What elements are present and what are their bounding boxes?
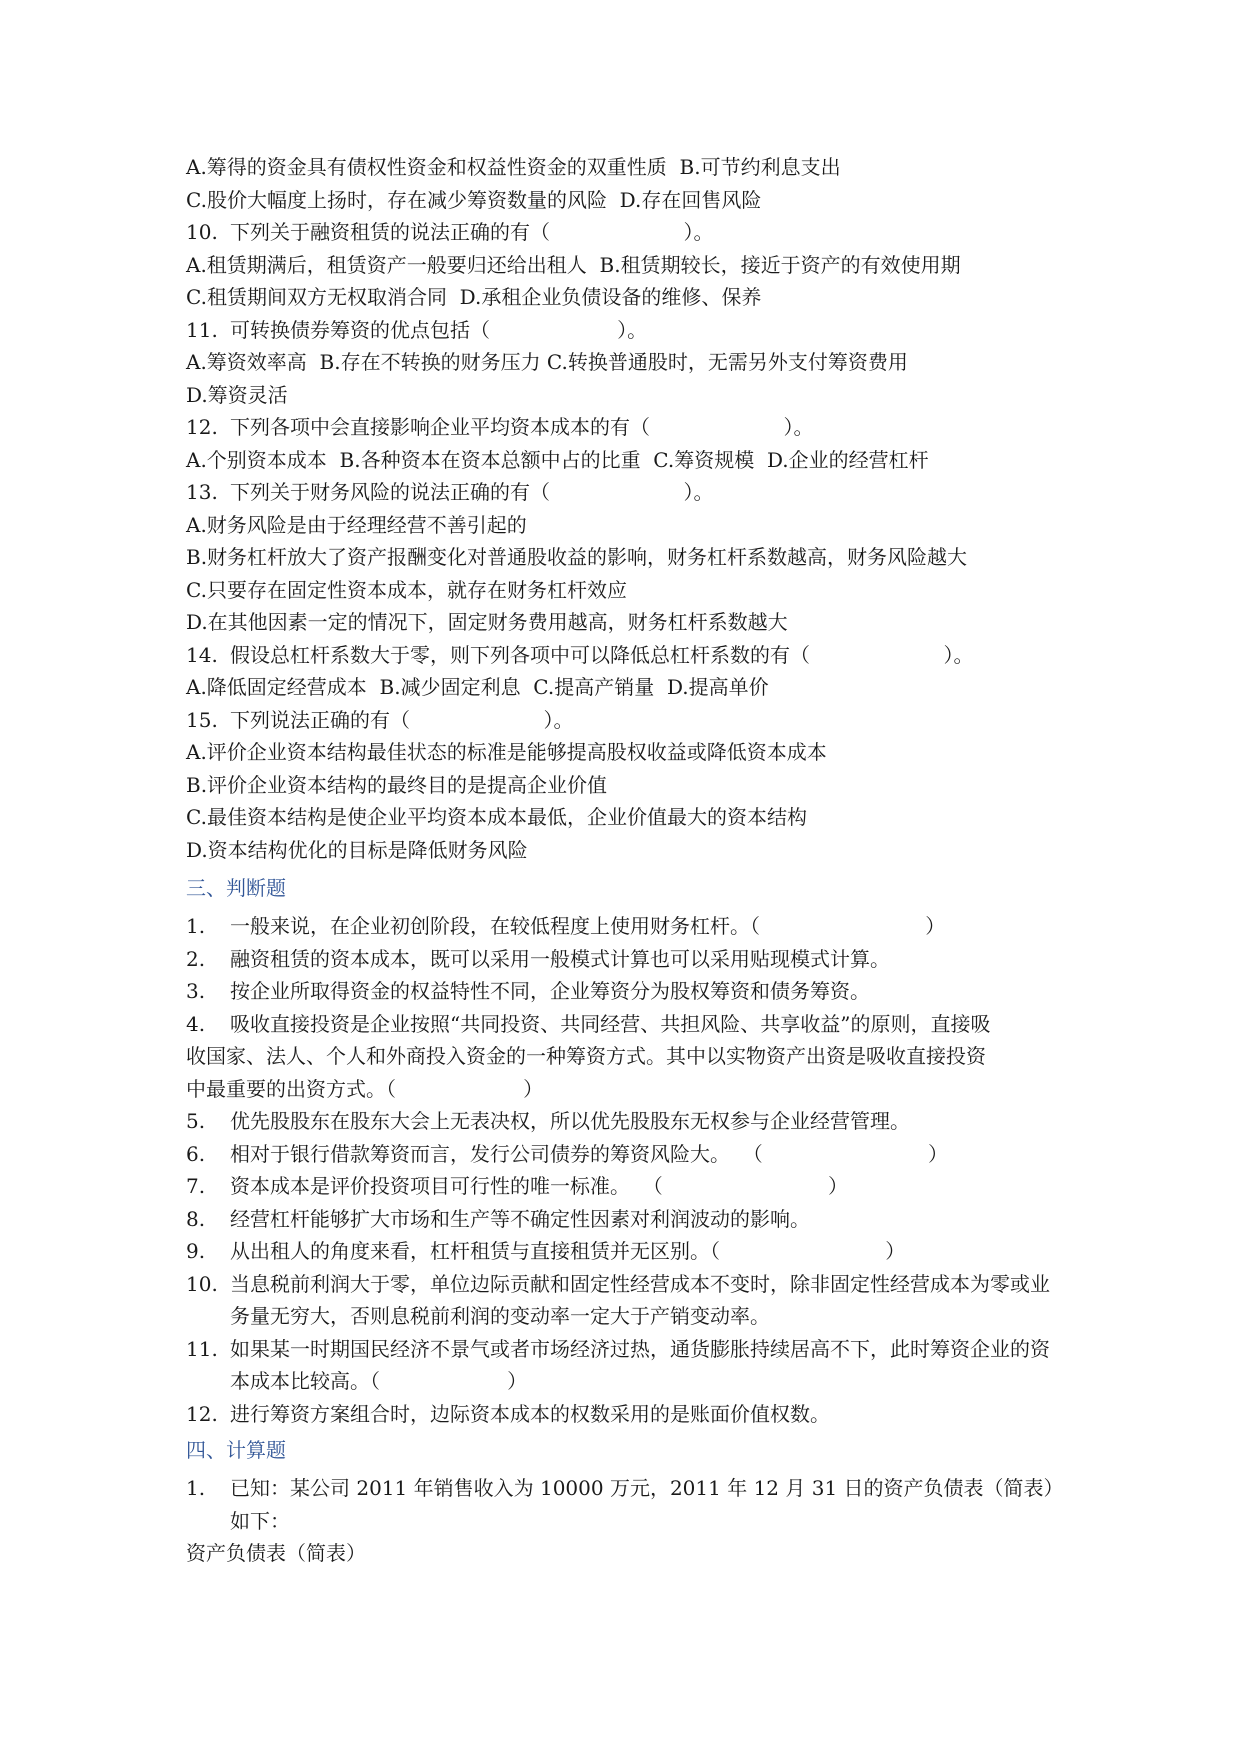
option-line [186,574,1066,607]
question-number: 13. [186,480,218,504]
option-text: D.在其他因素一定的情况下，固定财务费用越高，财务杠杆系数越大 [186,610,788,634]
judgement-item [186,1235,1066,1268]
item-number: 10. [186,1271,218,1296]
item-number: 9. [186,1239,206,1263]
judgement-item [186,1268,1066,1333]
question-line [186,314,1066,347]
option-text: A.财务风险是由于经理经营不善引起的 [186,512,527,537]
question-text: 下列关于融资租赁的说法正确的有（ ）。 [230,220,714,244]
question-number: 10. [186,220,218,244]
judgement-item [186,1398,1066,1431]
item-number: 12. [186,1401,218,1426]
item-number: 3. [186,979,206,1003]
section-heading-calculation: 四、计算题 [186,1438,286,1462]
item-text: 融资租赁的资本成本，既可以采用一般模式计算也可以采用贴现模式计算。 [230,946,890,971]
option-line [186,249,1066,282]
judgement-item [186,975,1066,1008]
judgement-item [186,1008,1066,1041]
question-text: 可转换债券筹资的优点包括（ ）。 [230,317,648,342]
option-line [186,281,1066,314]
question-line [186,476,1066,509]
option-line [186,379,1066,412]
question-line [186,704,1066,737]
judgement-item [186,1105,1066,1138]
document-page [186,151,1066,1570]
judgement-continuation: 中最重要的出资方式。（ ） [186,1076,544,1101]
option-line [186,444,1066,477]
judgement-continuation: 收国家、法人、个人和外商投入资金的一种筹资方式。其中以实物资产出资是吸收直接投资 [186,1044,986,1068]
option-text: B.评价企业资本结构的最终目的是提高企业价值 [186,772,608,797]
option-text: D.筹资灵活 [186,382,288,407]
multiple-choice-section [186,151,1066,866]
question-text: 下列关于财务风险的说法正确的有（ ）。 [230,480,714,504]
item-number: 6. [186,1141,206,1166]
item-text: 当息税前利润大于零，单位边际贡献和固定性经营成本不变时，除非固定性经营成本为零或业务量无穷大，否则息税前利润的变动率一定大于产销变动率。 [230,1271,1050,1328]
judgement-list [186,910,1066,1430]
question-line [186,639,1066,672]
item-text: 优先股股东在股东大会上无表决权，所以优先股股东无权参与企业经营管理。 [230,1109,910,1133]
item-text: 进行筹资方案组合时，边际资本成本的权数采用的是账面价值权数。 [230,1401,830,1426]
table-caption: 资产负债表（简表） [186,1541,366,1565]
question-number: 12. [186,415,218,439]
item-number: 4. [186,1011,206,1036]
option-line [186,769,1066,802]
item-number: 1. [186,914,206,938]
option-text: D.资本结构优化的目标是降低财务风险 [186,837,528,862]
question-text: 下列说法正确的有（ ）。 [230,707,574,732]
question-line [186,216,1066,249]
item-number: 7. [186,1174,206,1198]
option-line [186,834,1066,867]
option-line [186,151,1066,184]
item-text: 吸收直接投资是企业按照“共同投资、共同经营、共担风险、共享收益”的原则，直接吸 [230,1011,991,1036]
option-line [186,736,1066,769]
option-text: A.降低固定经营成本 B.减少固定利息 C.提高产销量 D.提高单价 [186,675,769,699]
question-text: 假设总杠杆系数大于零，则下列各项中可以降低总杠杆系数的有（ ）。 [230,642,974,667]
option-text: C.只要存在固定性资本成本，就存在财务杠杆效应 [186,577,627,602]
item-text: 从出租人的角度来看，杠杆租赁与直接租赁并无区别。（ ） [230,1239,906,1263]
item-text: 相对于银行借款筹资而言，发行公司债券的筹资风险大。 （ ） [230,1141,949,1166]
item-number: 5. [186,1109,206,1133]
item-text: 一般来说，在企业初创阶段，在较低程度上使用财务杠杆。（ ） [230,914,946,938]
section-heading-judgement: 三、判断题 [186,876,286,900]
question-number: 14. [186,642,218,667]
option-text: C.租赁期间双方无权取消合同 D.承租企业负债设备的维修、保养 [186,285,762,309]
judgement-item [186,1333,1066,1398]
option-line [186,541,1066,574]
judgement-item [186,1170,1066,1203]
item-number: 2. [186,946,206,971]
option-text: A.筹得的资金具有债权性资金和权益性资金的双重性质 B.可节约利息支出 [186,155,841,179]
option-line [186,184,1066,217]
judgement-item [186,943,1066,976]
judgement-item [186,1203,1066,1236]
item-text: 经营杠杆能够扩大市场和生产等不确定性因素对利润波动的影响。 [230,1206,810,1231]
option-line [186,606,1066,639]
item-text: 按企业所取得资金的权益特性不同，企业筹资分为股权筹资和债务筹资。 [230,979,870,1003]
question-number: 15. [186,707,218,732]
question-number: 1. [186,1476,206,1500]
option-line [186,671,1066,704]
option-text: C.最佳资本结构是使企业平均资本成本最低，企业价值最大的资本结构 [186,805,807,829]
option-line [186,509,1066,542]
question-text: 已知：某公司 2011 年销售收入为 10000 万元，2011 年 12 月 31 日的资产负债表（简表）如下： [230,1476,1064,1533]
option-text: A.评价企业资本结构最佳状态的标准是能够提高股权收益或降低资本成本 [186,740,827,764]
option-text: A.筹资效率高 B.存在不转换的财务压力 C.转换普通股时，无需另外支付筹资费用 [186,350,908,374]
option-text: A.个别资本成本 B.各种资本在资本总额中占的比重 C.筹资规模 D.企业的经营杠杆 [186,447,929,472]
item-text: 资本成本是评价投资项目可行性的唯一标准。 （ ） [230,1174,849,1198]
option-text: C.股价大幅度上扬时，存在减少筹资数量的风险 D.存在回售风险 [186,187,762,212]
item-text: 如果某一时期国民经济不景气或者市场经济过热，通货膨胀持续居高不下，此时筹资企业的资本成本比较高。（ ） [230,1336,1050,1393]
option-text: A.租赁期满后，租赁资产一般要归还给出租人 B.租赁期较长，接近于资产的有效使用期 [186,252,961,277]
item-number: 8. [186,1206,206,1231]
question-text: 下列各项中会直接影响企业平均资本成本的有（ ）。 [230,415,814,439]
question-line [186,411,1066,444]
question-number: 11. [186,317,218,342]
judgement-item [186,910,1066,943]
item-number: 11. [186,1336,218,1361]
calculation-question [186,1472,1066,1537]
judgement-item [186,1138,1066,1171]
option-line [186,346,1066,379]
option-text: B.财务杠杆放大了资产报酬变化对普通股收益的影响，财务杠杆系数越高，财务风险越大 [186,545,968,569]
option-line [186,801,1066,834]
